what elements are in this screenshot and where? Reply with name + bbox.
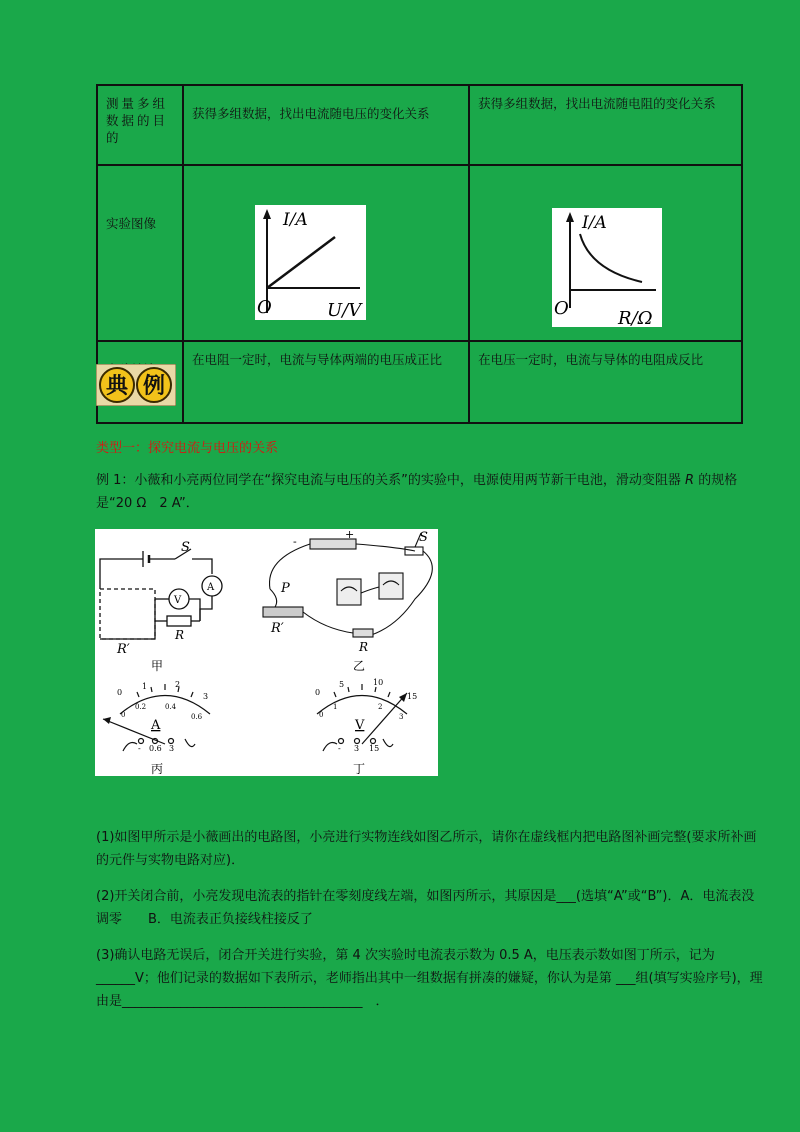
current-resistance-graph [552, 208, 662, 327]
ammeter-tick-small: 0 [121, 711, 126, 719]
ammeter-tick-small: 0.4 [165, 703, 177, 711]
table-cell: 在电阻一定时，电流与导体两端的电压成正比 [183, 341, 469, 423]
section-title: 类型一：探究电流与电压的关系 [96, 441, 279, 456]
voltmeter-terminal: 3 [354, 744, 360, 753]
voltmeter-tick-small: 3 [399, 713, 404, 721]
voltmeter-tick: 15 [407, 692, 418, 701]
table-row [97, 85, 742, 165]
origin-label: O [257, 297, 272, 318]
example-label: 例 1： [96, 473, 135, 488]
y-axis-label: I/A [283, 210, 308, 230]
voltmeter-terminal: - [338, 744, 341, 753]
variable-r: R [685, 473, 695, 488]
y-axis-label: I/A [582, 213, 607, 233]
ammeter-tick: 3 [203, 692, 209, 701]
example-text: 的规格是“20 Ω 2 A”． [96, 473, 738, 511]
badge-char: 例 [142, 374, 166, 399]
example-statement [96, 469, 766, 515]
switch-label: S [419, 530, 428, 545]
question-2: (2)开关闭合前，小亮发现电流表的指针在零刻度线左端，如图丙所示，其原因是___(选填“A”或“B”)．A．电流表没调零 B．电流表正负接线柱接反了 [96, 889, 755, 927]
table-cell: 获得多组数据，找出电流随电阻的变化关系 [469, 85, 742, 165]
resistor-label: R [175, 628, 185, 642]
voltmeter-tick: 0 [315, 688, 321, 697]
example-badge [96, 364, 176, 406]
battery-plus: + [345, 529, 355, 541]
table-cell: 获得多组数据，找出电流随电压的变化关系 [183, 85, 469, 165]
row-header: 实验图像 [97, 165, 183, 341]
rheostat-label: R′ [117, 642, 130, 657]
rheostat-label: R′ [271, 621, 284, 636]
figure-label-yi: 乙 [353, 659, 366, 673]
figure-label-ding: 丁 [353, 762, 366, 776]
row-header: 测量多组数据的目的 [97, 85, 183, 165]
table-cell: 在电压一定时，电流与导体的电阻成反比 [469, 341, 742, 423]
figure-label-bing: 丙 [151, 762, 164, 776]
ammeter-tick: 1 [142, 682, 148, 691]
ammeter-tick-small: 0.6 [191, 713, 203, 721]
ammeter-terminal: 3 [169, 744, 175, 753]
ammeter-terminal: - [138, 744, 141, 753]
voltmeter-tick: 5 [339, 680, 345, 689]
circuit-diagram-jia [100, 549, 222, 639]
slider-label: P [281, 581, 290, 596]
ammeter-tick: 0 [117, 688, 123, 697]
voltmeter-tick: 10 [373, 678, 384, 687]
voltmeter-symbol: V [174, 595, 182, 606]
voltmeter-terminal: 15 [369, 744, 380, 753]
ammeter-tick-small: 0.2 [135, 703, 147, 711]
ammeter-symbol: A [207, 582, 215, 593]
ammeter-tick: 2 [175, 680, 181, 689]
example-text: 小薇和小亮两位同学在“探究电流与电压的关系”的实验中，电源使用两节新干电池，滑动变阻器 [134, 473, 686, 488]
badge-char: 典 [105, 374, 129, 399]
voltmeter-tick-small: 1 [333, 703, 338, 711]
battery-minus: - [293, 535, 297, 548]
resistor-label: R [359, 640, 369, 654]
experiment-figure [95, 529, 438, 776]
voltmeter-tick-small: 2 [378, 703, 383, 711]
voltmeter-tick-small: 0 [319, 711, 324, 719]
x-axis-label: R/Ω [618, 308, 653, 327]
table-row [97, 341, 742, 423]
ammeter-symbol: A [151, 718, 161, 733]
switch-label: S [181, 540, 190, 555]
ammeter-terminal: 0.6 [149, 744, 162, 753]
x-axis-label: U/V [327, 300, 362, 320]
origin-label: O [554, 298, 569, 319]
question-1: (1)如图甲所示是小薇画出的电路图，小亮进行实物连线如图乙所示，请你在虚线框内把电路图补画完整(要求所补画的元件与实物电路对应)． [96, 830, 757, 868]
question-3: (3)确认电路无误后，闭合开关进行实验，第 4 次实验时电流表示数为 0.5 A，电压表示数如图丁所示，记为______V；他们记录的数据如下表所示，老师指出其中一组数据有拼凑的嫌疑，你认为是第 ___组(填写实验序号)，理由是_____________________________________ ． [96, 948, 763, 1009]
voltmeter-symbol: V [355, 718, 365, 733]
figure-label-jia: 甲 [151, 659, 164, 673]
current-voltage-graph [255, 205, 366, 320]
